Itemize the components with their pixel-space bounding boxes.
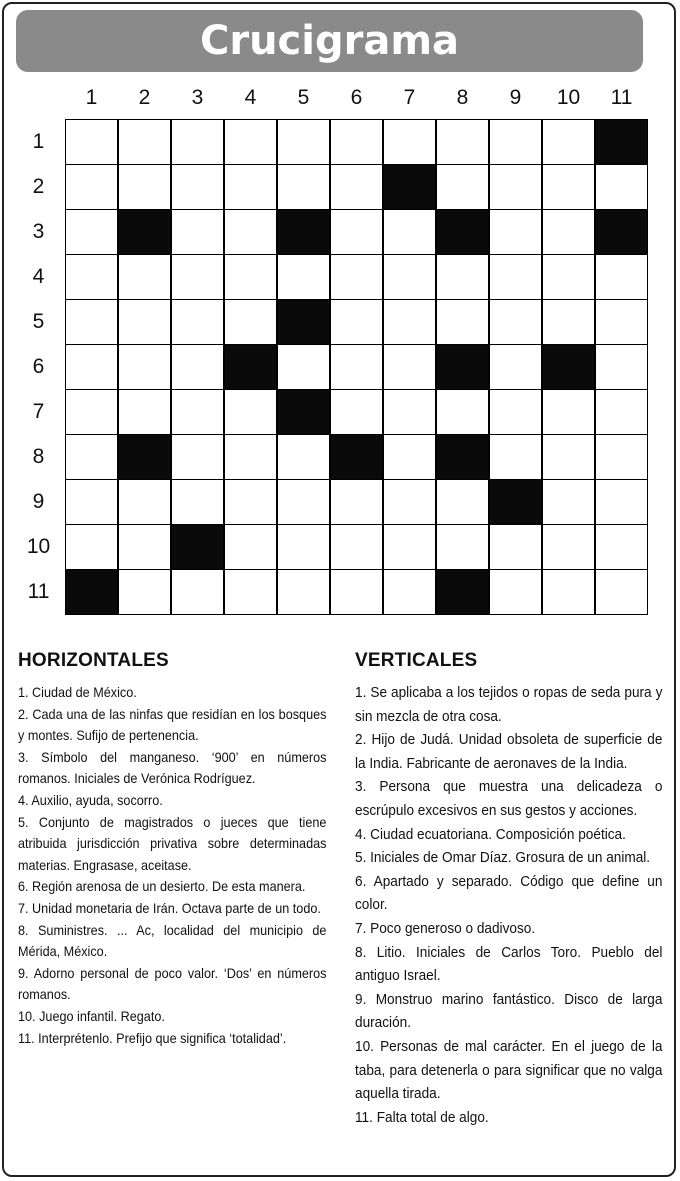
grid-cell[interactable] [596,255,647,299]
clue: 11. Interprétenlo. Prefijo que significa ‘totalidad’. [18,1030,287,1046]
column-number: 4 [244,86,257,109]
grid-cell[interactable] [225,255,276,299]
grid-cell[interactable] [331,480,382,524]
grid-cell[interactable] [490,255,541,299]
grid-cell[interactable] [437,300,488,344]
black-cell [437,210,488,254]
grid-cell[interactable] [119,525,170,569]
grid-cell[interactable] [543,165,594,209]
row-number: 1 [32,130,45,153]
clue: 10. Personas de mal carácter. En el juego de la taba, para detenerla o para significar que no valga aquella tirada. [355,1038,663,1103]
grid-cell[interactable] [490,120,541,164]
grid-cell[interactable] [490,165,541,209]
grid-cell[interactable] [331,255,382,299]
grid-cell[interactable] [66,165,117,209]
row-number: 11 [27,580,50,603]
grid-cell[interactable] [66,210,117,254]
grid-cell[interactable] [225,165,276,209]
clue: 3. Persona que muestra una delicadeza o escrúpulo excesivos en sus gestos y acciones. [355,779,663,819]
grid-cell[interactable] [543,480,594,524]
grid-cell[interactable] [66,525,117,569]
row-number: 6 [32,355,45,378]
black-cell [119,210,170,254]
grid-cell[interactable] [119,480,170,524]
grid-cell[interactable] [384,120,435,164]
grid-cell[interactable] [490,210,541,254]
grid-cell[interactable] [172,300,223,344]
grid-cell[interactable] [119,390,170,434]
black-cell [331,435,382,479]
column-number: 8 [456,86,469,109]
black-cell [596,120,647,164]
row-number: 5 [32,310,45,333]
grid-cell[interactable] [331,165,382,209]
grid-cell[interactable] [66,390,117,434]
black-cell [384,165,435,209]
grid-cell[interactable] [278,165,329,209]
grid-cell[interactable] [490,435,541,479]
grid-cell[interactable] [437,255,488,299]
clue: 1. Ciudad de México. [18,685,137,700]
black-cell [172,525,223,569]
grid-cell[interactable] [225,300,276,344]
clue: 2. Hijo de Judá. Unidad obsoleta de superficie de la India. Fabricante de aeronaves de la India. [355,732,663,772]
grid-cell[interactable] [331,390,382,434]
grid-cell[interactable] [543,525,594,569]
grid-cell[interactable] [384,525,435,569]
grid-cell[interactable] [119,345,170,389]
row-number: 3 [32,220,45,243]
row-number: 2 [32,175,45,198]
black-cell [437,345,488,389]
column-number: 9 [509,86,522,109]
grid-cell[interactable] [596,345,647,389]
row-number: 8 [32,445,45,468]
grid-cell[interactable] [543,120,594,164]
grid-cell[interactable] [596,300,647,344]
clue: 1. Se aplicaba a los tejidos o ropas de seda pura y sin mezcla de otra cosa. [355,685,663,725]
grid-cell[interactable] [225,390,276,434]
grid-cell[interactable] [172,345,223,389]
grid-cell[interactable] [278,255,329,299]
grid-cell[interactable] [384,210,435,254]
row-number: 4 [32,265,45,288]
black-cell [66,570,117,614]
grid-cell[interactable] [119,255,170,299]
grid-cell[interactable] [543,390,594,434]
black-cell [596,210,647,254]
row-number: 10 [26,535,51,558]
clue: 9. Monstruo marino fantástico. Disco de larga duración. [355,991,663,1032]
grid-cell[interactable] [278,480,329,524]
clue: 7. Poco generoso o dadivoso. [355,920,536,937]
grid-cell[interactable] [331,570,382,614]
grid-cell[interactable] [384,390,435,434]
grid-cell[interactable] [384,255,435,299]
grid-cell[interactable] [543,300,594,344]
column-number: 2 [138,86,151,109]
horizontal-clues [18,650,328,1049]
grid-cell[interactable] [66,480,117,524]
clue: 4. Ciudad ecuatoriana. Composición poética. [355,826,626,843]
grid-cell[interactable] [172,210,223,254]
grid-cell[interactable] [225,435,276,479]
black-cell [437,570,488,614]
grid-cell[interactable] [384,435,435,479]
clue: 3. Símbolo del manganeso. ‘900’ en números romanos. Iniciales de Verónica Rodríguez. [18,749,327,787]
clue: 10. Juego infantil. Regato. [18,1008,165,1024]
clue: 9. Adorno personal de poco valor. ‘Dos’ en números romanos. [18,965,327,1003]
grid-cell[interactable] [225,210,276,254]
grid-cell[interactable] [119,165,170,209]
column-number: 1 [85,86,98,109]
grid-cell[interactable] [331,210,382,254]
clue: 8. Litio. Iniciales de Carlos Toro. Pueblo del antiguo Israel. [355,944,663,985]
grid-cell[interactable] [437,390,488,434]
grid-cell[interactable] [490,345,541,389]
row-numbers [16,119,61,614]
column-numbers [65,83,648,113]
clue: 6. Región arenosa de un desierto. De esta manera. [18,879,306,895]
grid-cell[interactable] [278,525,329,569]
title-banner [16,10,643,72]
black-cell [278,390,329,434]
clue: 5. Conjunto de magistrados o jueces que tiene atribuida jurisdicción privativa sobre determinadas materias. Engrasase, aceitase. [18,814,327,873]
grid-cell[interactable] [278,435,329,479]
grid-cell[interactable] [596,480,647,524]
grid-cell[interactable] [172,435,223,479]
grid-cell[interactable] [384,345,435,389]
clue: 4. Auxilio, ayuda, socorro. [18,792,163,808]
black-cell [225,345,276,389]
grid-cell[interactable] [437,525,488,569]
row-number: 9 [32,490,45,513]
grid-cell[interactable] [66,255,117,299]
grid-cell[interactable] [543,210,594,254]
page-title: Crucigrama [199,18,459,64]
grid-cell[interactable] [331,345,382,389]
grid-cell[interactable] [596,570,647,614]
clue: 7. Unidad monetaria de Irán. Octava parte de un todo. [18,900,321,916]
grid-cell[interactable] [490,525,541,569]
grid-cell[interactable] [172,120,223,164]
horizontal-heading: HORIZONTALES [18,650,169,671]
black-cell [437,435,488,479]
grid-cell[interactable] [66,120,117,164]
vertical-heading: VERTICALES [355,650,478,671]
grid-cell[interactable] [278,345,329,389]
clue: 6. Apartado y separado. Código que define un color. [355,873,663,914]
grid-cell[interactable] [490,570,541,614]
grid-cell[interactable] [278,120,329,164]
clue: 11. Falta total de algo. [355,1109,489,1126]
column-number: 3 [191,86,204,109]
grid-cell[interactable] [172,390,223,434]
grid-cell[interactable] [66,435,117,479]
grid-cell[interactable] [384,570,435,614]
grid-cell[interactable] [490,300,541,344]
column-number: 6 [350,86,363,109]
grid-cell[interactable] [596,435,647,479]
grid-cell[interactable] [225,570,276,614]
grid-cell[interactable] [225,120,276,164]
grid-cell[interactable] [384,300,435,344]
grid-cell[interactable] [172,255,223,299]
grid-cell[interactable] [596,165,647,209]
column-number: 7 [403,86,416,109]
grid-cell[interactable] [119,120,170,164]
grid-cell[interactable] [172,165,223,209]
grid-cell[interactable] [331,120,382,164]
grid-cell[interactable] [596,390,647,434]
column-number: 5 [297,86,310,109]
crossword-grid [65,119,648,615]
grid-cell[interactable] [437,165,488,209]
grid-cell[interactable] [543,570,594,614]
black-cell [490,480,541,524]
grid-cell[interactable] [66,300,117,344]
grid-cell[interactable] [331,300,382,344]
grid-cell[interactable] [119,570,170,614]
grid-cell[interactable] [331,525,382,569]
grid-cell[interactable] [543,255,594,299]
black-cell [119,435,170,479]
grid-cell[interactable] [172,570,223,614]
grid-cell[interactable] [437,480,488,524]
black-cell [278,300,329,344]
grid-cell[interactable] [225,525,276,569]
black-cell [278,210,329,254]
grid-cell[interactable] [172,480,223,524]
clue: 2. Cada una de las ninfas que residían en los bosques y montes. Sufijo de pertenencia. [18,706,327,744]
black-cell [543,345,594,389]
grid-cell[interactable] [437,120,488,164]
grid-cell[interactable] [225,480,276,524]
column-number: 10 [556,86,581,109]
grid-cell[interactable] [278,570,329,614]
vertical-clues [355,650,663,1130]
grid-cell[interactable] [66,345,117,389]
column-number: 11 [610,86,633,109]
clue: 5. Iniciales de Omar Díaz. Grosura de un animal. [355,850,651,867]
grid-cell[interactable] [596,525,647,569]
grid-cell[interactable] [384,480,435,524]
grid-cell[interactable] [490,390,541,434]
row-number: 7 [32,400,45,423]
clue: 8. Suministres. ... Ac, localidad del municipio de Mérida, México. [18,922,327,960]
grid-cell[interactable] [119,300,170,344]
grid-cell[interactable] [543,435,594,479]
